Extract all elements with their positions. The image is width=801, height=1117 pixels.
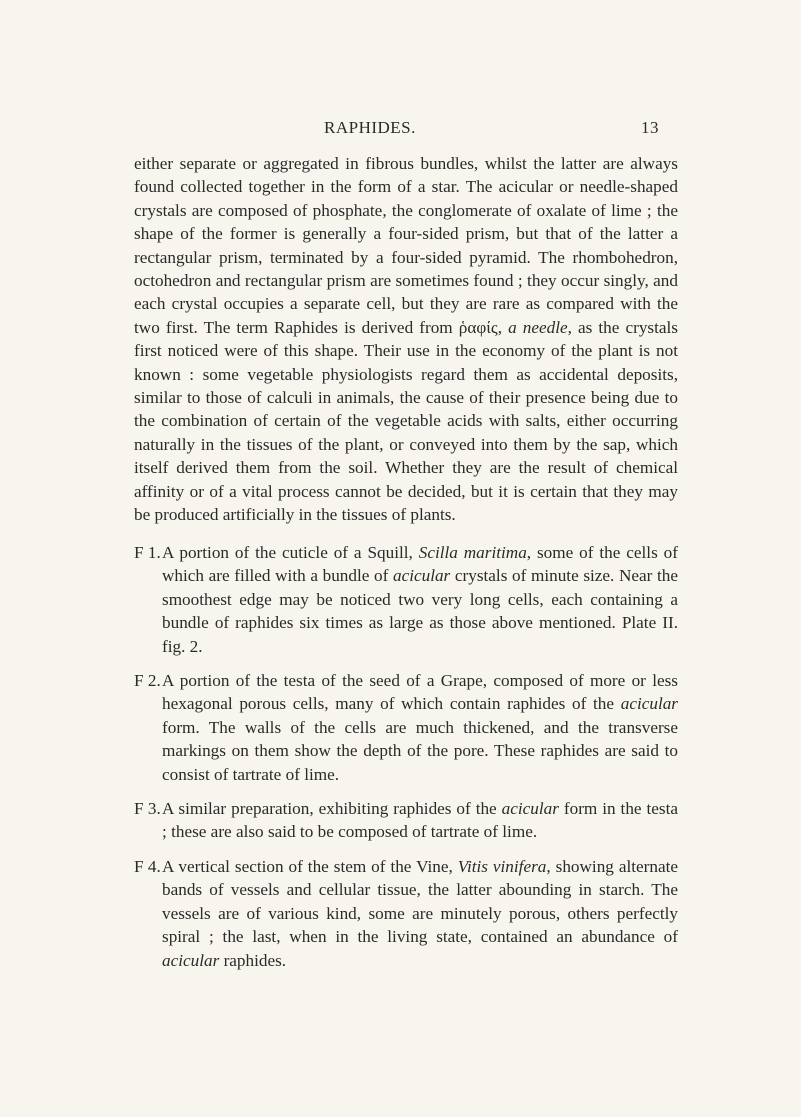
figure-text-part: form in the testa ; these are also said to be composed of tartrate of lime.	[162, 799, 678, 842]
figure-text-part: A similar preparation, exhibiting raphides of the	[162, 799, 502, 819]
paragraph-text: either separate or aggregated in fibrous bundles, whilst the latter are always found collected together in the form of a star. The acicular or needle-shaped crystals are composed of phosphate, the conglomerate of oxalate of lime ; the shape of the former is generally a four-sided prism, but that of the latter a rectangular prism, terminated by a four-sided pyramid. The rhombohedron, octohedron and rectangular prism are sometimes found ; they occur singly, and each crystal occupies a separate cell, but they are rare as compared with the two first. The term Raphides is derived from	[134, 154, 678, 337]
figure-text-part: crystals of minute size. Near the smoothest edge may be noticed two very long cells, each containing a bundle of raphides six times as large as those above mentioned. Plate II. fig. 2.	[162, 566, 679, 656]
italic-term: acicular	[392, 566, 451, 586]
figure-text-part: A portion of the testa of the seed of a Grape, composed of more or less hexagonal porous cells, many of which contain raphides of the	[162, 671, 678, 714]
figure-label: F 1.	[134, 543, 161, 562]
figure-label: F 3.	[134, 799, 161, 819]
figure-text-part: form. The walls of the cells are much thickened, and the transverse markings on them show the depth of the pore. These raphides are said to consist of tartrate of lime.	[162, 717, 678, 784]
figure-entry-4	[134, 855, 678, 972]
figure-description	[162, 541, 678, 658]
figure-text-part: raphides.	[219, 950, 287, 970]
figure-description	[162, 669, 678, 786]
figure-text-part: , some of the cells of which are filled with a bundle of	[162, 543, 678, 586]
italic-term: acicular	[162, 950, 220, 970]
italic-term: acicular	[620, 694, 678, 714]
figure-label: F 4.	[134, 856, 161, 876]
species-name: Scilla maritima	[418, 543, 527, 562]
figure-description	[162, 797, 678, 844]
paragraph-text: ,	[497, 317, 509, 337]
main-body-text	[134, 152, 678, 527]
paragraph-text: , as the crystals first noticed were of this shape. Their use in the economy of the plant is not known : some vegetable physiologists regard them as accidental deposits, similar to those of calculi in animals, the cause of their presence being due to the combination of certain of the vegetable acids with salts, either occurring naturally in the tissues of the plant, or conveyed into them by the sap, which itself derived them from the soil. Whether they are the result of chemical affinity or of a vital process cannot be decided, but it is certain that they may be produced artificially in the tissues of plants.	[134, 317, 678, 525]
running-head	[0, 118, 801, 142]
figure-text-part: A vertical section of the stem of the Vine,	[162, 856, 458, 876]
figure-text-part: A portion of the cuticle of a Squill,	[162, 543, 419, 562]
figure-entry-1	[134, 541, 678, 658]
figure-entry-3	[134, 797, 678, 844]
running-title: RAPHIDES.	[324, 118, 416, 137]
italic-term: acicular	[501, 799, 559, 819]
figure-descriptions	[134, 541, 678, 972]
species-name: Vitis vinifera	[457, 856, 547, 876]
figure-label: F 2.	[134, 671, 161, 691]
page-number: 13	[641, 118, 659, 137]
paragraph-raphides-description	[134, 152, 678, 527]
greek-word: ῥαφίς	[458, 317, 498, 337]
figure-description	[162, 855, 678, 972]
figure-text-part: , showing alternate bands of vessels and cellular tissue, the latter abounding in starch. The vessels are of various kind, some are minutely porous, others perfectly spiral ; the last, when in the living state, contained an abundance of	[162, 856, 678, 947]
figure-entry-2	[134, 669, 678, 786]
gloss-text: a needle	[508, 317, 568, 337]
